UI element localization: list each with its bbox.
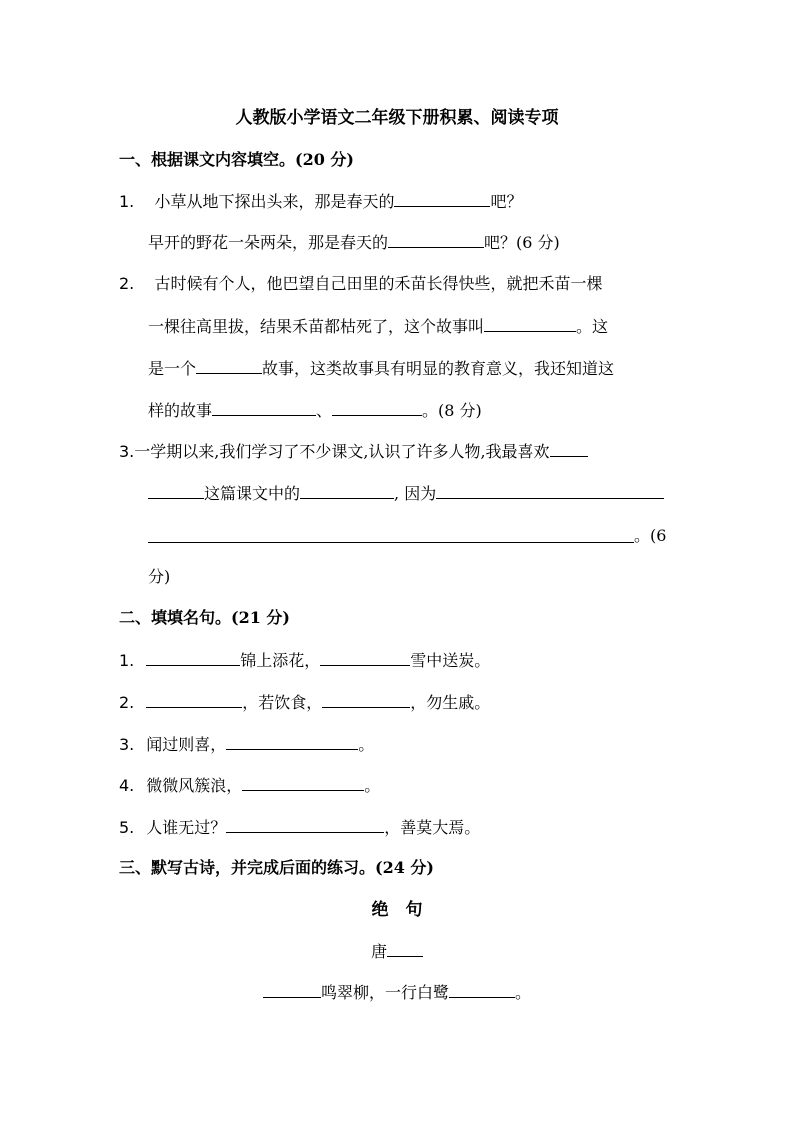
q2-line-1 [119, 274, 602, 294]
q1-text-a: 小草从地下探出头来，那是春天的 [154, 192, 395, 211]
q3-text-4: 分) [148, 567, 171, 586]
q2-blank-story-2[interactable] [332, 400, 422, 416]
q3-text-2a: 这篇课文中的 [204, 484, 301, 503]
q2-text-4a: 样的故事 [148, 401, 213, 420]
s2-item-2-blank-b[interactable] [322, 692, 410, 708]
s2-item-4-text-b: 。 [364, 776, 381, 795]
section-2-heading: 二、填填名句。(21 分) [119, 608, 290, 627]
s2-item-2-blank-a[interactable] [146, 692, 242, 708]
q2-blank-story[interactable] [484, 316, 576, 332]
poem-line-1 [0, 982, 794, 1003]
s2-item-2-number: 2. [119, 693, 135, 712]
s2-item-1-text-b: 雪中送炭。 [410, 651, 491, 670]
poem-title: 绝 句 [371, 900, 423, 920]
q3-line-3 [634, 526, 666, 546]
s2-item-5-blank[interactable] [226, 817, 384, 833]
q1-text-b: 早开的野花一朵两朵，那是春天的 [148, 233, 389, 252]
s2-item-5 [119, 817, 480, 838]
q1-text-b-end: 吧？(6 分) [484, 233, 560, 252]
q3-line-1 [119, 441, 588, 462]
s2-item-3-text-b: 。 [358, 735, 375, 754]
section-1-heading: 一、根据课文内容填空。(20 分) [119, 150, 354, 169]
s2-item-1-blank-b[interactable] [320, 650, 410, 666]
s2-item-1 [119, 650, 490, 671]
s2-item-3-text-a: 闻过则喜， [146, 735, 227, 754]
q3-number: 3. [119, 442, 135, 461]
q3-line-2 [148, 483, 664, 504]
q2-line-4 [148, 400, 482, 421]
q3-blank-1b[interactable] [148, 483, 204, 499]
q2-blank-type[interactable] [196, 358, 262, 374]
poem-author-blank[interactable] [387, 941, 423, 957]
q2-line-3 [148, 358, 614, 379]
q3-blank-1a[interactable] [550, 441, 588, 457]
q1-line-1 [119, 191, 522, 212]
s2-item-1-number: 1. [119, 651, 135, 670]
s2-item-5-number: 5. [119, 818, 135, 837]
q1-text-a-end: 吧？ [490, 192, 523, 211]
section-3-heading: 三、默写古诗，并完成后面的练习。(24 分) [119, 858, 434, 877]
s2-item-3 [119, 734, 374, 755]
s2-item-2-text-a: ，若饮食， [242, 693, 323, 712]
q3-blank-reason-a[interactable] [436, 483, 664, 499]
q2-text-1: 古时候有个人，他巴望自己田里的禾苗长得快些，就把禾苗一棵 [154, 274, 603, 293]
poem-line-1-blank-b[interactable] [449, 982, 515, 998]
q2-text-4c: 。(8 分) [422, 401, 482, 420]
s2-item-3-number: 3. [119, 735, 135, 754]
q3-text-3: 。(6 [634, 526, 667, 545]
q2-line-2 [148, 316, 608, 337]
s2-item-2-text-b: ，勿生戚。 [410, 693, 491, 712]
q2-text-4b: 、 [316, 401, 333, 420]
q2-text-3b: 故事，这类故事具有明显的教育意义，我还知道这 [262, 359, 615, 378]
q1-line-2 [148, 232, 560, 253]
poem-line-1-blank-a[interactable] [263, 982, 321, 998]
q1-number: 1. [119, 192, 135, 211]
poem-author-line [0, 941, 794, 962]
s2-item-3-blank[interactable] [226, 734, 358, 750]
q3-blank-character[interactable] [300, 483, 394, 499]
page-title: 人教版小学语文二年级下册积累、阅读专项 [235, 108, 559, 128]
s2-item-4-text-a: 微微风簇浪， [146, 776, 243, 795]
q3-blank-reason-b[interactable] [148, 542, 634, 543]
s2-item-4 [119, 775, 380, 796]
poem-line-1-text-b: 。 [515, 983, 532, 1002]
q2-number: 2. [119, 274, 135, 293]
q2-text-2b: 。这 [576, 317, 609, 336]
q1-blank-a[interactable] [394, 191, 490, 207]
q2-text-2a: 一棵往高里拔，结果禾苗都枯死了，这个故事叫 [148, 317, 485, 336]
s2-item-5-text-b: ，善莫大焉。 [384, 818, 481, 837]
poem-line-1-text-a: 鸣翠柳，一行白鹭 [320, 983, 449, 1002]
s2-item-4-number: 4. [119, 776, 135, 795]
q2-blank-story-1[interactable] [212, 400, 316, 416]
q1-blank-b[interactable] [388, 232, 484, 248]
s2-item-1-blank-a[interactable] [146, 650, 240, 666]
s2-item-4-blank[interactable] [242, 775, 364, 791]
q3-text-1: 一学期以来,我们学习了不少课文,认识了许多人物,我最喜欢 [134, 442, 550, 461]
s2-item-1-text-a: 锦上添花， [240, 651, 321, 670]
q2-text-3a: 是一个 [148, 359, 197, 378]
q3-line-4 [148, 567, 170, 587]
s2-item-5-text-a: 人谁无过？ [146, 818, 227, 837]
s2-item-2 [119, 692, 490, 713]
poem-author-prefix: 唐 [370, 942, 387, 961]
q3-text-2b: , 因为 [394, 484, 437, 503]
